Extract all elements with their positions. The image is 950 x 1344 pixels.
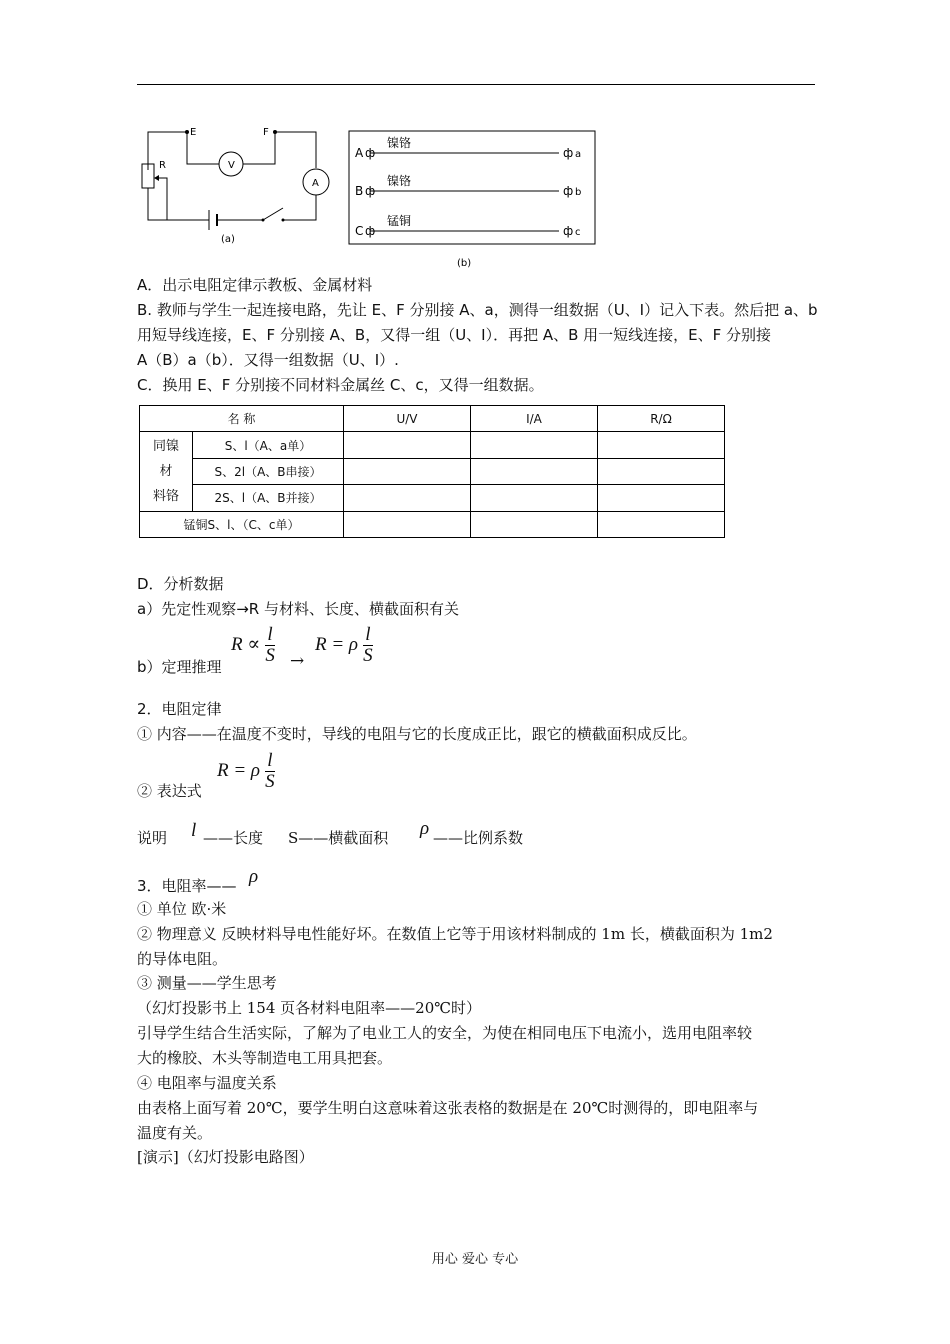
label-r: R	[159, 160, 166, 171]
formula-derived-den: S	[363, 645, 373, 666]
resistivity-temperature-line1: 由表格上面写着 20℃，要学生明白这意味着这张表格的数据是在 20℃时测得的，即电阻率与	[137, 1099, 759, 1117]
step-b-line2: 用短导线连接，E、F 分别接 A、B，又得一组（U、I）．再把 A、B 用一短线连接，E、F 分别接	[137, 326, 772, 344]
note-coefficient: ——比例系数	[433, 829, 524, 847]
table-cell-empty	[471, 458, 598, 484]
resistivity-temperature-line2: 温度有关。	[137, 1124, 213, 1142]
label-f: F	[263, 127, 269, 138]
formula-law-lhs: R = ρ	[217, 760, 261, 781]
formula-law-den: S	[265, 771, 275, 792]
table-cell-condition: 2S、l（A、B并接）	[193, 485, 344, 511]
header-rule	[137, 84, 815, 85]
terminal-e	[185, 130, 189, 134]
note-symbol-rho: ρ	[420, 818, 430, 839]
label-a: A	[312, 178, 319, 189]
table-cell-empty	[471, 485, 598, 511]
caption-b: (b)	[457, 258, 472, 269]
svg-text:ф: ф	[563, 146, 574, 160]
terminal-label-c-left: C	[355, 224, 364, 238]
svg-text:ф: ф	[365, 184, 376, 198]
page-footer: 用心 爱心 专心	[431, 1252, 519, 1267]
resistivity-meaning-line1: ② 物理意义 反映材料导电性能好坏。在数值上它等于用该材料制成的 1m 长，横截面积为 1m2	[137, 925, 773, 943]
terminal-label-b-right: b	[575, 187, 582, 198]
formula-resistance-law	[217, 751, 275, 792]
table-cell-empty	[598, 511, 725, 537]
analysis-deduction: b）定理推理	[137, 658, 222, 676]
table-cell-empty	[471, 432, 598, 458]
resistivity-temperature: ④ 电阻率与温度关系	[137, 1074, 277, 1092]
header-resistance: R/Ω	[598, 406, 725, 432]
step-d: D．分析数据	[137, 575, 224, 593]
arrow-symbol: →	[290, 651, 305, 671]
demo-note: [演示]（幻灯投影电路图）	[137, 1148, 314, 1166]
svg-text:ф: ф	[365, 146, 376, 160]
terminal-label-a-left: A	[355, 146, 364, 160]
resistivity-title-symbol: ρ	[249, 866, 259, 887]
formula-proportional	[231, 625, 275, 666]
table-cell-empty	[598, 432, 725, 458]
header-name: 名 称	[140, 406, 344, 432]
step-b-line3: A（B）a（b）．又得一组数据（U、I）.	[137, 351, 399, 369]
wire-ammeter-switch	[283, 195, 316, 220]
formula-proportional-den: S	[265, 645, 275, 666]
material-label-b: 镍铬	[387, 174, 412, 188]
label-e: E	[190, 127, 197, 138]
formula-proportional-lhs: R ∝	[231, 634, 261, 655]
step-b-line1: B. 教师与学生一起连接电路，先让 E、F 分别接 A、a，测得一组数据（U、I）记入下表。然后把 a、b	[137, 301, 818, 319]
table-cell-condition: S、l（A、a单）	[193, 432, 344, 458]
wire-voltmeter-f	[243, 132, 275, 164]
law-title: 2．电阻定律	[137, 700, 222, 718]
svg-text:ф: ф	[365, 224, 376, 238]
terminal-f	[273, 130, 277, 134]
label-v: V	[228, 160, 235, 171]
switch-blade	[263, 208, 283, 220]
header-voltage: U/V	[344, 406, 471, 432]
table-cell-condition: S、2l（A、B串接）	[193, 458, 344, 484]
svg-text:ф: ф	[563, 184, 574, 198]
table-row	[140, 485, 725, 511]
table-cell-empty	[471, 511, 598, 537]
table-cell-empty	[344, 458, 471, 484]
resistivity-title: 3．电阻率——	[137, 877, 237, 895]
resistivity-measure: ③ 测量——学生思考	[137, 974, 277, 992]
wire-board-b	[345, 128, 600, 273]
formula-derived-lhs: R = ρ	[315, 634, 359, 655]
material-label-c: 锰铜	[387, 214, 412, 228]
table-cell-condition: 锰铜S、l、（C、c单）	[140, 511, 344, 537]
note-label: 说明	[137, 829, 168, 847]
analysis-qualitative: a）先定性观察→R 与材料、长度、横截面积有关	[137, 600, 459, 618]
resistivity-unit: ① 单位 欧·米	[137, 900, 227, 918]
caption-a: (a)	[221, 234, 235, 245]
terminal-label-a-right: a	[575, 149, 582, 160]
step-a: A．出示电阻定律示教板、金属材料	[137, 276, 373, 294]
wire-f-ammeter	[275, 132, 316, 168]
note-length: ——长度	[203, 829, 264, 847]
formula-derived-num: l	[365, 624, 371, 645]
circuit-diagram-a	[135, 120, 335, 250]
terminal-label-b-left: B	[355, 184, 364, 198]
table-cell-empty	[598, 458, 725, 484]
table-row	[140, 511, 725, 537]
formula-law-num: l	[267, 750, 273, 771]
terminal-label-c-right: c	[575, 227, 581, 238]
rheostat-slider-wire	[156, 178, 167, 220]
table-cell-empty	[598, 485, 725, 511]
resistivity-meaning-line2: 的导体电阻。	[137, 950, 228, 968]
table-cell-empty	[344, 511, 471, 537]
note-symbol-l: l	[191, 820, 197, 841]
rheostat-arrow	[154, 175, 159, 181]
law-content: ① 内容——在温度不变时，导线的电阻与它的长度成正比，跟它的横截面积成反比。	[137, 725, 697, 743]
wire-bottom	[148, 188, 209, 220]
table-header-row	[140, 406, 725, 432]
header-current: I/A	[471, 406, 598, 432]
material-label-a: 镍铬	[387, 136, 412, 150]
formula-proportional-num: l	[267, 624, 273, 645]
note-area: S——横截面积	[288, 829, 389, 847]
step-c: C．换用 E、F 分别接不同材料金属丝 C、c，又得一组数据。	[137, 376, 544, 394]
resistivity-slide-note: （幻灯投影书上 154 页各材料电阻率——20℃时）	[137, 999, 482, 1017]
table-row	[140, 458, 725, 484]
group-label-cell: 同镍 材 料铬	[140, 432, 193, 511]
resistivity-guide-line2: 大的橡胶、木头等制造电工用具把套。	[137, 1049, 393, 1067]
measurement-table	[139, 405, 725, 538]
board-frame	[349, 131, 595, 244]
svg-text:ф: ф	[563, 224, 574, 238]
law-expression-label: ② 表达式	[137, 782, 202, 800]
formula-resistance-derived	[315, 625, 373, 666]
resistivity-guide-line1: 引导学生结合生活实际，了解为了电业工人的安全，为使在相同电压下电流小，选用电阻率较	[137, 1024, 753, 1042]
table-cell-empty	[344, 432, 471, 458]
table-row	[140, 432, 725, 458]
table-cell-empty	[344, 485, 471, 511]
